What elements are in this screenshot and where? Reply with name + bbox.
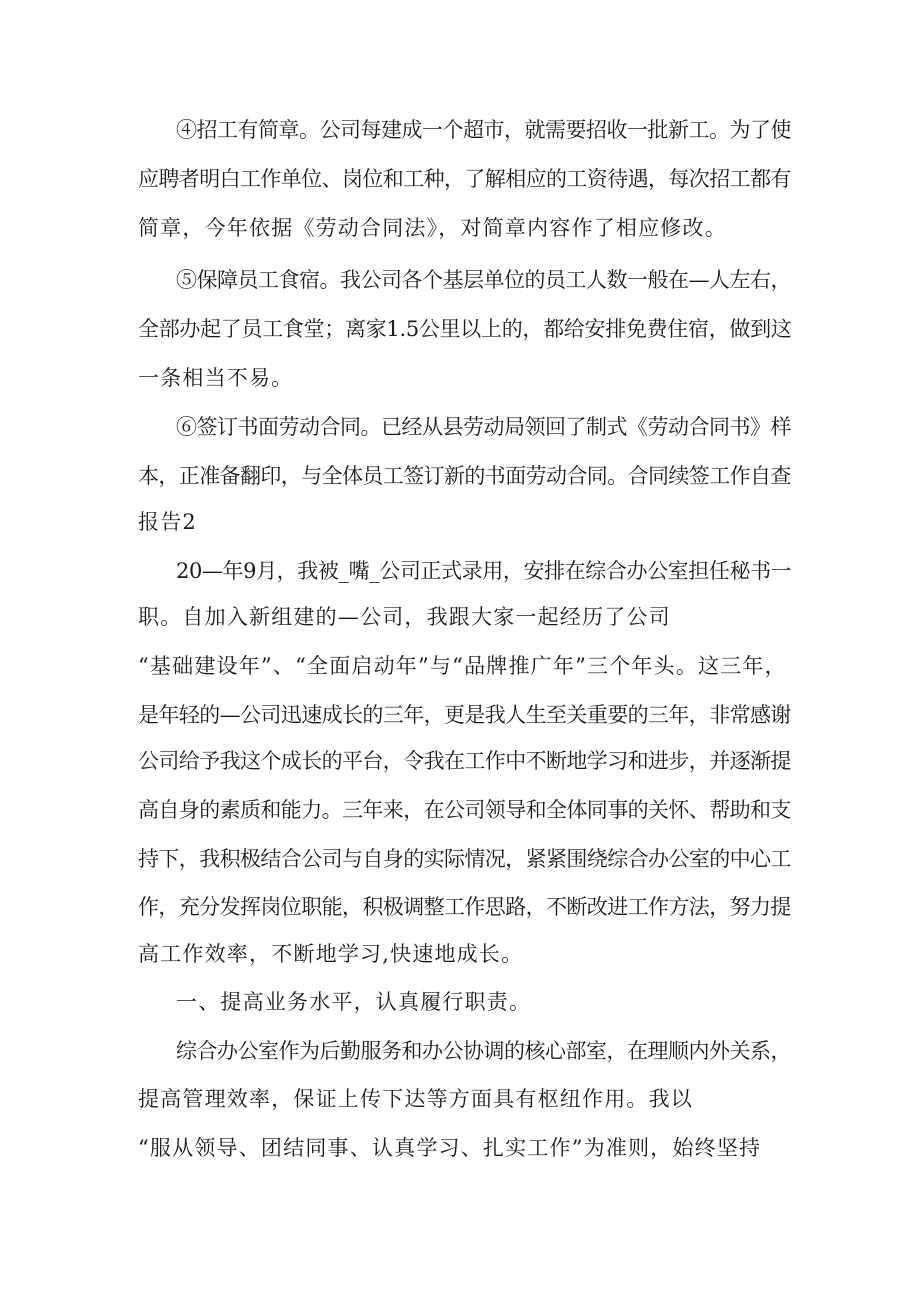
text-line: 公司给予我这个成长的平台，令我在工作中不断地学习和进步，并逐渐提 — [138, 749, 791, 773]
text-line: 一条相当不易。 — [138, 366, 294, 390]
text-line: “基础建设年”、“全面启动年”与“品牌推广年”三个年头。这三年， — [138, 654, 787, 678]
text-line: 持下，我积极结合公司与自身的实际情况，紧紧围绕综合办公室的中心工 — [138, 847, 791, 871]
text-line: 提高管理效率，保证上传下达等方面具有枢纽作用。我以 — [138, 1087, 693, 1111]
text-line: ④招工有简章。公司每建成一个超市，就需要招收一批新工。为了使 — [176, 118, 791, 142]
text-line: 是年轻的—公司迅速成长的三年，更是我人生至关重要的三年，非常感谢 — [138, 703, 791, 727]
text-line: 全部办起了员工食堂；离家1.5公里以上的，都给安排免费住宿，做到这 — [138, 317, 792, 341]
text-line: 报告2 — [138, 510, 197, 534]
text-line: “服从领导、团结同事、认真学习、扎实工作”为准则，始终坚持 — [138, 1136, 762, 1160]
text-line: 高工作效率，不断地学习,快速地成长。 — [138, 942, 524, 966]
text-line: 作，充分发挥岗位职能，积极调整工作思路，不断改进工作方法，努力提 — [138, 895, 791, 919]
text-line: 简章，今年依据《劳动合同法》，对简章内容作了相应修改。 — [138, 216, 727, 240]
text-line: 20—年9月，我被_嘴_公司正式录用，安排在综合办公室担任秘书一 — [176, 559, 792, 583]
text-line: 应聘者明白工作单位、岗位和工种，了解相应的工资待遇，每次招工都有 — [138, 167, 791, 191]
text-line: 职。自加入新组建的—公司，我跟大家一起经历了公司 — [138, 605, 671, 629]
text-line: 综合办公室作为后勤服务和办公协调的核心部室，在理顺内外关系， — [176, 1039, 791, 1063]
section-heading: 一、提高业务水平，认真履行职责。 — [176, 990, 532, 1014]
text-line: 高自身的素质和能力。三年来，在公司领导和全体同事的关怀、帮助和支 — [138, 798, 791, 822]
text-line: ⑤保障员工食宿。我公司各个基层单位的员工人数一般在—人左右， — [176, 268, 791, 292]
text-line: 本，正准备翻印，与全体员工签订新的书面劳动合同。合同续签工作自查 — [138, 464, 791, 488]
text-line: ⑥签订书面劳动合同。已经从县劳动局领回了制式《劳动合同书》样 — [176, 415, 791, 439]
